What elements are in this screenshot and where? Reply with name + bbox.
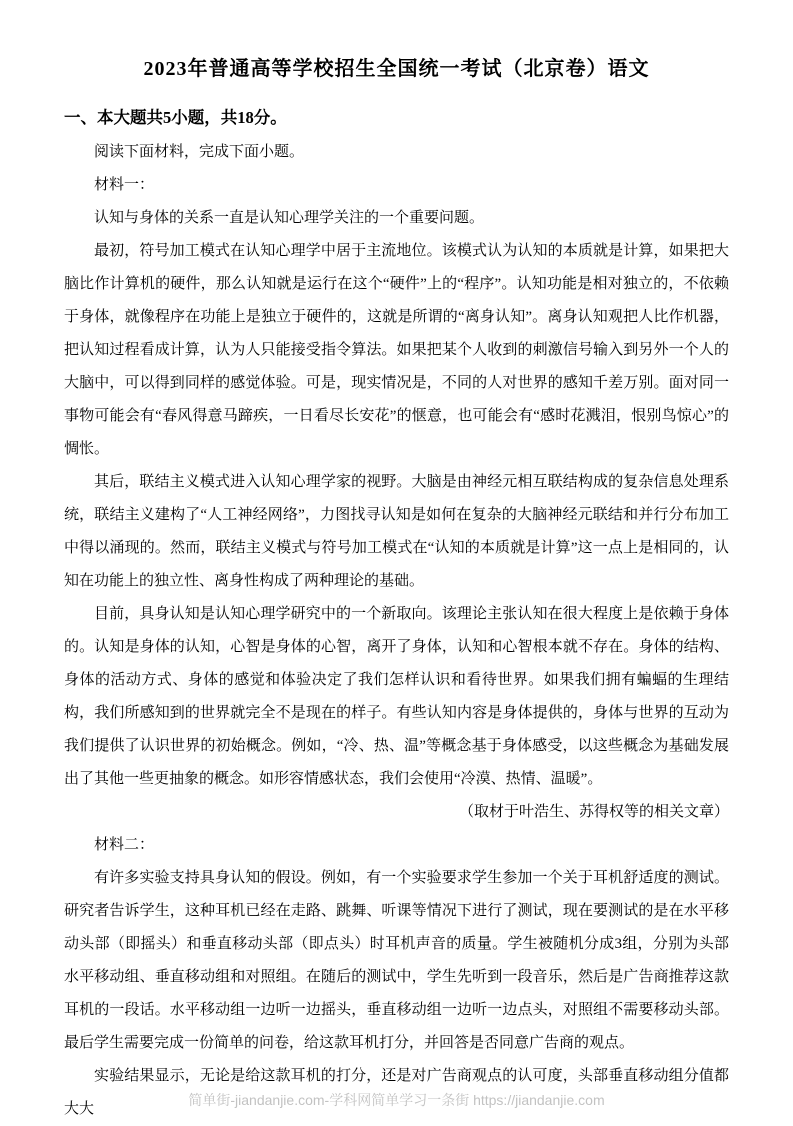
material2-paragraph-1: 有许多实验支持具身认知的假设。例如，有一个实验要求学生参加一个关于耳机舒适度的测试。研究者告诉学生，这种耳机已经在走路、跳舞、听课等情况下进行了测试，现在要测试的是在水平移动头部（即摇头）和垂直移动头部（即点头）时耳机声音的质量。学生被随机分成3组，分别为头部水平移动组、垂直移动组和对照组。在随后的测试中，学生先听到一段音乐，然后是广告商推荐这款耳机的一段话。水平移动组一边听一边摇头，垂直移动组一边听一边点头，对照组不需要移动头部。最后学生需要完成一份简单的问卷，给这款耳机打分，并回答是否同意广告商的观点。 — [64, 870, 729, 1051]
page-title: 2023年普通高等学校招生全国统一考试（北京卷）语文 — [143, 58, 650, 80]
intro-text: 阅读下面材料，完成下面小题。 — [94, 144, 305, 160]
material1-paragraph-1: 认知与身体的关系一直是认知心理学关注的一个重要问题。 — [94, 210, 485, 226]
material1-attribution: （取材于叶浩生、苏得权等的相关文章） — [458, 804, 729, 820]
material1-paragraph-3: 其后，联结主义模式进入认知心理学家的视野。大脑是由神经元相互联结构成的复杂信息处理系统，联结主义建构了“人工神经网络”，力图找寻认知是如何在复杂的大脑神经元联结和并行分布加工中得以涌现的。然而，联结主义模式与符号加工模式在“认知的本质就是计算”这一点上是相同的，认知在功能上的独立性、离身性构成了两种理论的基础。 — [64, 474, 729, 589]
material1-paragraph-4: 目前，具身认知是认知心理学研究中的一个新取向。该理论主张认知在很大程度上是依赖于身体的。认知是身体的认知，心智是身体的心智，离开了身体，认知和心智根本就不存在。身体的结构、身体的活动方式、身体的感觉和体验决定了我们怎样认识和看待世界。如果我们拥有蝙蝠的生理结构，我们所感知到的世界就完全不是现在的样子。有些认知内容是身体提供的，身体与世界的互动为我们提供了认识世界的初始概念。例如，“冷、热、温”等概念基于身体感受，以这些概念为基础发展出了其他一些更抽象的概念。如形容情感状态，我们会使用“冷漠、热情、温暖”。 — [64, 606, 729, 787]
material1-label: 材料一： — [94, 177, 155, 193]
material2-label: 材料二： — [94, 837, 155, 853]
material1-paragraph-2: 最初，符号加工模式在认知心理学中居于主流地位。该模式认为认知的本质就是计算，如果把大脑比作计算机的硬件，那么认知就是运行在这个“硬件”上的“程序”。认知功能是相对独立的，不依赖于身体，就像程序在功能上是独立于硬件的，这就是所谓的“离身认知”。离身认知观把人比作机器，把认知过程看成计算，认为人只能接受指令算法。如果把某个人收到的刺激信号输入到另外一个人的大脑中，可以得到同样的感觉体验。可是，现实情况是，不同的人对世界的感知千差万别。面对同一事物可能会有“春风得意马蹄疾，一日看尽长安花”的惬意，也可能会有“感时花溅泪，恨别鸟惊心”的惆怅。 — [64, 243, 729, 457]
material2-paragraph-2: 实验结果显示，无论是给这款耳机的打分，还是对广告商观点的认可度，头部垂直移动组分值都大大 — [64, 1068, 729, 1117]
section-heading: 一、本大题共5小题，共18分。 — [64, 108, 287, 127]
watermark-footer: 简单街-jiandanjie.com-学科网简单学习一条街 https://jiandanjie.com — [188, 1092, 605, 1108]
